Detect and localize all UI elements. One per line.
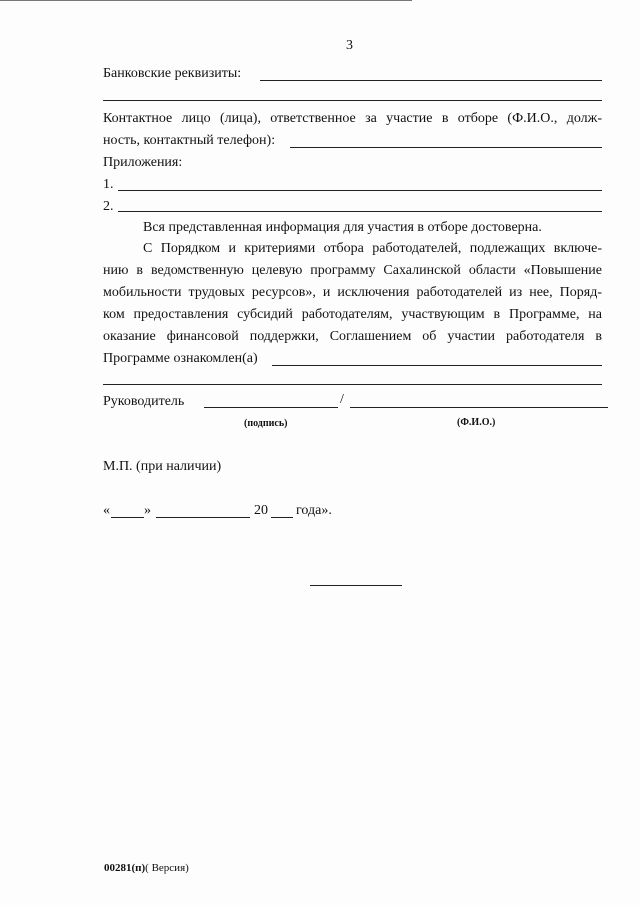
end-divider: [310, 585, 402, 586]
stamp-label: М.П. (при наличии): [103, 459, 222, 474]
full-name-caption: (Ф.И.О.): [457, 417, 496, 428]
contact-label-line1: Контактное лицо (лица), ответственное за участие в отборе (Ф.И.О., долж-: [103, 111, 602, 126]
attachments-label: Приложения:: [103, 155, 183, 170]
attachment-2-field[interactable]: [118, 211, 602, 212]
attachment-number: 2.: [103, 199, 114, 214]
date-day-field[interactable]: [111, 517, 144, 518]
accuracy-statement: Вся представленная информация для участия в отборе достоверна.: [143, 220, 542, 235]
contact-field[interactable]: [290, 147, 602, 148]
acknowledgement-field-continued[interactable]: [103, 384, 602, 385]
bank-details-label: Банковские реквизиты:: [103, 66, 242, 81]
date-year-prefix: 20: [254, 503, 268, 518]
acknowledgement-last-line: Программе ознакомлен(а): [103, 351, 258, 366]
scan-edge-line: [0, 0, 412, 1]
footer-version: [104, 862, 189, 874]
head-label: Руководитель: [103, 394, 185, 409]
date-year-field[interactable]: [271, 517, 293, 518]
acknowledgement-field[interactable]: [272, 365, 602, 366]
signature-separator: /: [340, 392, 344, 407]
date-month-field[interactable]: [156, 517, 250, 518]
bank-details-field[interactable]: [260, 80, 602, 81]
bank-details-field-continued[interactable]: [103, 100, 602, 101]
document-version: ( Версия): [145, 862, 189, 874]
document-code: 00281(п): [104, 862, 146, 874]
acknowledgement-line: С Порядком и критериями отбора работодателей, подлежащих включе-: [143, 241, 602, 256]
acknowledgement-line: оказание финансовой поддержки, Соглашением об участии работодателя в: [103, 329, 602, 344]
date-close-quote: »: [144, 503, 151, 518]
page-number: 3: [346, 38, 353, 53]
contact-label-line2: ность, контактный телефон):: [103, 133, 276, 148]
signature-caption: (подпись): [244, 418, 288, 429]
attachment-1-field[interactable]: [118, 190, 602, 191]
acknowledgement-line: ком предоставления субсидий работодателям, участвующим в Программе, на: [103, 307, 602, 322]
attachment-number: 1.: [103, 177, 114, 192]
acknowledgement-line: нию в ведомственную целевую программу Сахалинской области «Повышение: [103, 263, 602, 278]
acknowledgement-line: мобильности трудовых ресурсов», и исключения работодателей из нее, Поряд-: [103, 285, 602, 300]
date-open-quote: «: [103, 503, 110, 518]
signature-field[interactable]: [204, 407, 338, 408]
full-name-field[interactable]: [350, 407, 608, 408]
date-year-suffix: года».: [296, 503, 332, 518]
